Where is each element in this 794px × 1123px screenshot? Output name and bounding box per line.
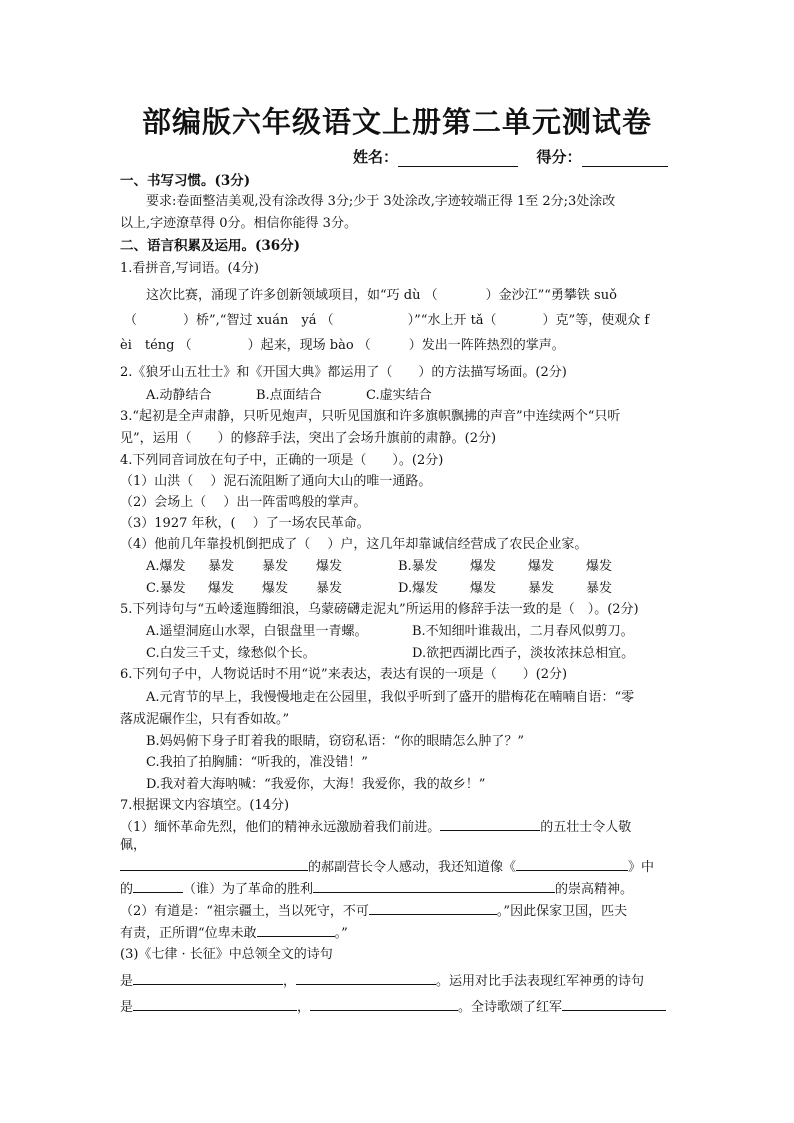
- q7-line3: [120, 878, 633, 900]
- section1-text-line2: 以上,字迹潦草得 0分。相信你能得 3分。: [120, 216, 357, 231]
- q6-option-d[interactable]: D.我对着大海呐喊：“我爱你，大海！我爱你，我的故乡！”: [146, 777, 486, 792]
- q7-blank-2[interactable]: [120, 856, 308, 871]
- q7-blank-6[interactable]: [369, 900, 497, 915]
- q7-line7: [120, 970, 644, 992]
- q6-option-a-line1[interactable]: A.元宵节的早上，我慢慢地走在公园里，我似乎听到了盛开的腊梅花在喃喃自语：“零: [146, 690, 635, 705]
- q7-text: （2）有道是：“祖宗疆土，当以死守，不可: [120, 904, 369, 919]
- q7-blank-1[interactable]: [440, 816, 540, 831]
- q4-option-a[interactable]: A.爆发: [146, 559, 186, 574]
- q4-option-d[interactable]: D.爆发: [398, 581, 439, 596]
- q7-line5: [120, 922, 348, 944]
- q7-text: 的郝副营长令人感动，我还知道像《: [308, 860, 517, 875]
- name-score-bar: [353, 146, 668, 167]
- q7-line8: [120, 996, 666, 1018]
- q1-text: （: [124, 313, 138, 328]
- q4-option-a-word: 暴发: [208, 559, 235, 574]
- q7-text: 是: [120, 1000, 134, 1015]
- q2-title: 2.《狼牙山五壮士》和《开国大典》都运用了（ ）的方法描写场面。(2分): [120, 365, 567, 380]
- q6-title: 6.下列句子中，人物说话时不用“说”来表达，表达有误的一项是（ ）(2分): [120, 667, 568, 682]
- q7-text: 的崇高精神。: [555, 882, 634, 897]
- q7-blank-7[interactable]: [257, 922, 335, 937]
- name-label: 姓名：: [353, 148, 399, 166]
- q7-text: （谁）为了革命的胜利: [183, 882, 314, 897]
- q5-options-row1: [146, 622, 634, 642]
- q7-text: 有责，正所谓“位卑未敢: [120, 926, 257, 941]
- q4-sentence-1: （1）山洪（ ）泥石流阻断了通向大山的唯一通路。: [120, 474, 432, 489]
- q7-text: 。”因此保家卫国，匹夫: [496, 904, 628, 919]
- q7-blank-8[interactable]: [133, 970, 283, 985]
- q1-text: ）克”等，使观众 f: [542, 313, 650, 328]
- q1-text: ）起来，现场 bào （: [247, 338, 371, 353]
- q4-option-a-word: 爆发: [316, 559, 343, 574]
- q1-line3: [120, 336, 565, 356]
- q6-option-b[interactable]: B.妈妈俯下身子盯着我的眼睛，窃窃私语：“你的眼睛怎么肿了？”: [146, 734, 524, 749]
- q4-option-d-word: 暴发: [528, 581, 555, 596]
- section2-heading: 二、语言积累及运用。(36分): [120, 238, 301, 254]
- q7-blank-10[interactable]: [133, 996, 297, 1011]
- q4-option-b-word: 爆发: [586, 559, 613, 574]
- q4-option-b-word: 爆发: [470, 559, 497, 574]
- q7-text: 的: [120, 882, 134, 897]
- q2-option-a[interactable]: A.动静结合: [146, 388, 212, 403]
- q4-option-c-word: 暴发: [316, 581, 343, 596]
- q3-line2: 见”，运用（ ）的修辞手法，突出了会场升旗前的肃静。(2分): [120, 431, 497, 446]
- q7-line6: (3)《七律 · 长征》中总领全文的诗句: [120, 947, 333, 962]
- q2-option-c[interactable]: C.虚实结合: [366, 388, 432, 403]
- q4-options-row1: [146, 557, 612, 577]
- q7-text: 的五壮士令人敬: [540, 820, 632, 835]
- q7-text: ，: [283, 974, 297, 989]
- q1-text: ）桥”,“智过 xuán yá （: [183, 313, 334, 328]
- q1-text: ）”“水上开 tǎ（: [407, 313, 497, 328]
- q3-line1: 3.“起初是全声肃静，只听见炮声，只听见国旗和许多旗帜飘拂的声音”中连续两个“只听: [120, 409, 621, 424]
- q6-option-a-line2: 落成泥碾作尘，只有香如故。”: [120, 712, 290, 727]
- q7-text: 是: [120, 974, 134, 989]
- q7-text: 。运用对比手法表现红军神勇的诗句: [436, 974, 645, 989]
- q4-option-c-word: 爆发: [208, 581, 235, 596]
- q2-options: [146, 386, 432, 406]
- score-blank[interactable]: [582, 152, 668, 167]
- page-title: 部编版六年级语文上册第二单元测试卷: [141, 105, 652, 139]
- q4-option-c[interactable]: C.暴发: [146, 581, 186, 596]
- q7-line4: [120, 900, 627, 922]
- q1-text: ）金沙江”“勇攀铁 suǒ: [485, 288, 617, 303]
- q4-sentence-4: （4）他前几年靠投机倒把成了（ ）户，这几年却靠诚信经营成了农民企业家。: [120, 537, 588, 552]
- q7-text: 。全诗歌颂了红军: [458, 1000, 563, 1015]
- q4-option-a-word: 暴发: [262, 559, 289, 574]
- name-blank[interactable]: [398, 152, 518, 167]
- q6-option-c[interactable]: C.我拍了拍胸脯：“听我的，准没错！”: [146, 755, 368, 770]
- q4-option-d-word: 爆发: [470, 581, 497, 596]
- q5-option-c[interactable]: C.白发三千丈，缘愁似个长。: [146, 646, 316, 661]
- section1-heading: 一、书写习惯。(3分): [120, 173, 251, 189]
- q7-text: （1）缅怀革命先烈，他们的精神永远激励着我们前进。: [120, 820, 441, 835]
- q7-blank-9[interactable]: [296, 970, 436, 985]
- q7-blank-11[interactable]: [310, 996, 458, 1011]
- q2-option-b[interactable]: B.点面结合: [256, 388, 322, 403]
- q1-title: 1.看拼音,写词语。(4分): [120, 261, 259, 276]
- q1-line2: [124, 311, 649, 331]
- q7-blank-3[interactable]: [516, 856, 628, 871]
- q1-text: 这次比赛，涌现了许多创新领域项目，如“巧 dù （: [146, 288, 438, 303]
- q5-options-row2: [146, 644, 634, 664]
- q7-line1: [120, 816, 631, 838]
- q1-text: ）发出一阵阵热烈的掌声。: [408, 338, 565, 353]
- q7-text: 》中: [628, 860, 655, 875]
- q4-sentence-2: （2）会场上（ ）出一阵雷鸣般的掌声。: [120, 495, 367, 510]
- q4-option-b[interactable]: B.暴发: [398, 559, 438, 574]
- q4-title: 4.下列同音词放在句子中，正确的一项是（ ）。(2分): [120, 453, 444, 468]
- q1-line1: [146, 286, 617, 306]
- q1-text: èi téng （: [120, 338, 192, 353]
- q7-title: 7.根据课文内容填空。(14分): [120, 798, 290, 813]
- q4-option-d-word: 暴发: [586, 581, 613, 596]
- q5-option-b[interactable]: B.不知细叶谁裁出，二月春风似剪刀。: [412, 624, 634, 639]
- q7-blank-5[interactable]: [313, 878, 555, 893]
- q4-sentence-3: （3）1927 年秋，( ）了一场农民革命。: [120, 516, 370, 531]
- q5-option-d[interactable]: D.欲把西湖比西子，淡妆浓抹总相宜。: [412, 646, 635, 661]
- q7-text: 。”: [334, 926, 348, 941]
- q7-line2: [120, 856, 654, 878]
- q4-options-row2: [146, 579, 612, 599]
- q7-line1b: 佩，: [120, 838, 147, 853]
- q7-blank-12[interactable]: [562, 996, 666, 1011]
- score-label: 得分：: [536, 148, 582, 166]
- q4-option-b-word: 爆发: [528, 559, 555, 574]
- q7-blank-4[interactable]: [133, 878, 183, 893]
- q7-text: ，: [297, 1000, 311, 1015]
- section1-text-line1: 要求:卷面整洁美观,没有涂改得 3分;少于 3处涂改,字迹较端正得 1至 2分;3处涂改: [146, 194, 616, 209]
- q5-title: 5.下列诗句与“五岭逶迤腾细浪，乌蒙磅礴走泥丸”所运用的修辞手法一致的是（ ）。(2分): [120, 602, 639, 617]
- q4-option-c-word: 爆发: [262, 581, 289, 596]
- q5-option-a[interactable]: A.遥望洞庭山水翠，白银盘里一青螺。: [146, 624, 368, 639]
